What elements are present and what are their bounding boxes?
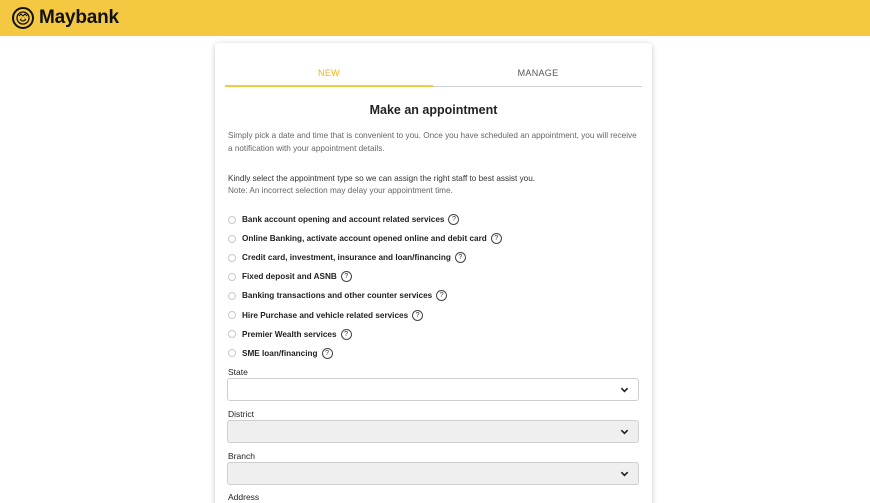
chevron-down-icon[interactable] [620, 386, 629, 394]
question-circle-icon[interactable]: ? [436, 290, 447, 301]
radio-button[interactable] [228, 273, 236, 281]
appointment-type-option[interactable] [228, 229, 638, 248]
appointment-type-option[interactable] [228, 325, 638, 344]
question-circle-icon[interactable]: ? [412, 310, 423, 321]
question-circle-icon[interactable]: ? [341, 271, 352, 282]
tab-bar [225, 63, 642, 87]
branch-select[interactable] [227, 462, 639, 485]
option-label[interactable]: Hire Purchase and vehicle related services [242, 310, 409, 320]
address-label: Address [228, 492, 260, 502]
branch-label: Branch [228, 451, 255, 461]
radio-button[interactable] [228, 330, 236, 338]
question-circle-icon[interactable]: ? [491, 233, 502, 244]
radio-button[interactable] [228, 349, 236, 357]
district-label: District [228, 409, 254, 419]
maybank-logo[interactable] [12, 7, 119, 29]
state-label: State [228, 367, 248, 377]
tiger-head-icon [12, 7, 34, 29]
chevron-down-icon[interactable] [620, 470, 629, 478]
instruction-block [228, 173, 638, 197]
appointment-type-option[interactable] [228, 305, 638, 324]
district-select[interactable] [227, 420, 639, 443]
question-circle-icon[interactable]: ? [455, 252, 466, 263]
state-select[interactable] [227, 378, 639, 401]
page-title: Make an appointment [369, 103, 498, 117]
question-circle-icon[interactable]: ? [322, 348, 333, 359]
appointment-type-option[interactable] [228, 210, 638, 229]
instruction-text: Kindly select the appointment type so we can assign the right staff to best assist you. [228, 174, 536, 183]
question-circle-icon[interactable]: ? [341, 329, 352, 340]
option-label[interactable]: Online Banking, activate account opened online and debit card [242, 234, 487, 244]
option-label[interactable]: Premier Wealth services [242, 329, 337, 339]
option-label[interactable]: Bank account opening and account related services [242, 215, 445, 225]
appointment-type-option[interactable] [228, 267, 638, 286]
appointment-card [215, 43, 652, 503]
appointment-type-option[interactable] [228, 248, 638, 267]
radio-button[interactable] [228, 216, 236, 224]
note-text: Note: An incorrect selection may delay your appointment time. [228, 186, 453, 195]
tab-new[interactable]: NEW [318, 68, 340, 78]
option-label[interactable]: Banking transactions and other counter services [242, 291, 433, 301]
question-circle-icon[interactable]: ? [448, 214, 459, 225]
radio-button[interactable] [228, 311, 236, 319]
intro-text: Simply pick a date and time that is convenient to you. Once you have scheduled an appointment, you will receive a notification with your appointment details. [228, 131, 637, 153]
appointment-type-option[interactable] [228, 344, 638, 363]
option-label[interactable]: SME loan/financing [242, 348, 318, 358]
option-label[interactable]: Credit card, investment, insurance and loan/financing [242, 253, 451, 263]
active-tab-indicator [225, 85, 433, 87]
brand-name: Maybank [39, 7, 119, 28]
radio-button[interactable] [228, 292, 236, 300]
appointment-type-list [228, 210, 638, 363]
tab-manage[interactable]: MANAGE [517, 68, 559, 78]
top-bar [0, 0, 870, 36]
radio-button[interactable] [228, 254, 236, 262]
appointment-type-option[interactable] [228, 286, 638, 305]
option-label[interactable]: Fixed deposit and ASNB [242, 272, 337, 282]
chevron-down-icon[interactable] [620, 428, 629, 436]
radio-button[interactable] [228, 235, 236, 243]
